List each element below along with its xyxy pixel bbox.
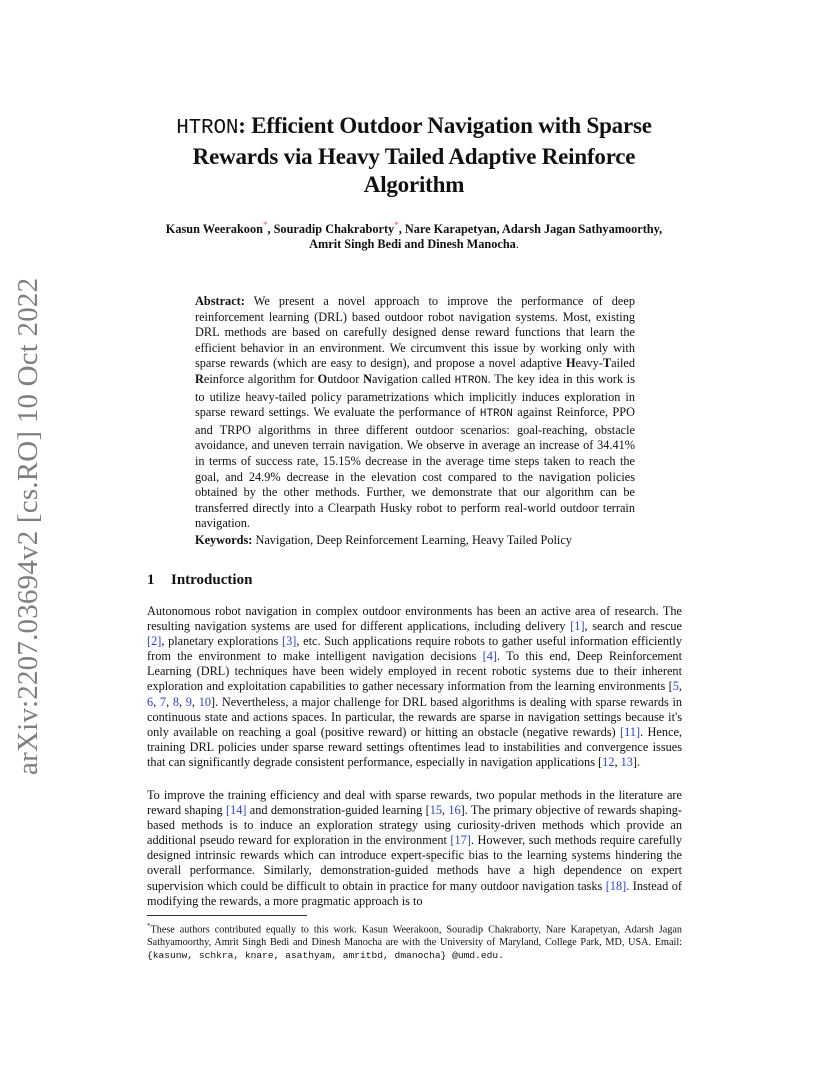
author-names: Amrit Singh Bedi and Dinesh Manocha (309, 237, 516, 252)
equal-contribution-mark[interactable]: * (394, 220, 399, 230)
abstract-text: einforce algorithm for (203, 371, 318, 386)
citation-link[interactable]: [14] (225, 803, 247, 818)
title-acronym: HTRON (176, 117, 239, 140)
footnote (147, 920, 682, 963)
paragraph-text: ]. (632, 754, 641, 769)
author-emails: {kasunw, schkra, knare, asathyam, amritbd, dmanocha} @umd.edu. (147, 949, 504, 961)
paragraph-text: To improve the training efficiency and deal with sparse rewards, two popular methods in the literature are reward shaping (147, 788, 682, 818)
citation-link[interactable]: [2] (147, 634, 162, 649)
abstract-label: Abstract: (195, 294, 245, 308)
title-line-2: Rewards via Heavy Tailed Adaptive Reinforce (192, 144, 636, 169)
author-list-end: . (515, 237, 519, 252)
citation-link[interactable]: 10 (198, 694, 211, 709)
acronym-letter: R (195, 371, 204, 386)
keywords-text: Navigation, Deep Reinforcement Learning, Heavy Tailed Policy (252, 533, 572, 547)
citation-separator: , (191, 694, 199, 709)
section-heading (147, 571, 252, 589)
abstract-text: ailed (611, 356, 635, 371)
paragraph-text: Autonomous robot navigation in complex outdoor environments has been an active area of research. The resulting navigation systems are used for different applications, including delivery (147, 604, 682, 634)
citation-link[interactable]: 7 (159, 694, 167, 709)
citation-link[interactable]: 9 (185, 694, 192, 709)
paragraph-text: , etc. Such applications require robots to gather useful information efficiently from the environment to make intelligent navigation decisions (147, 634, 682, 664)
citation-link[interactable]: [18] (605, 878, 627, 893)
author-list (140, 218, 688, 252)
citation-link[interactable]: [11] (620, 724, 641, 739)
citation-link[interactable]: 13 (620, 754, 633, 769)
title-line-1: : Efficient Outdoor Navigation with Sparse (238, 113, 652, 138)
citation-link[interactable]: [17] (450, 833, 471, 848)
abstract-acronym: HTRON (454, 374, 488, 387)
author-names: , Nare Karapetyan, Adarsh Jagan Sathyamoorthy, (398, 222, 663, 237)
abstract-text: eavy- (575, 356, 603, 371)
title-line-3: Algorithm (363, 172, 465, 197)
section-number: 1 (147, 572, 155, 588)
paragraph-text: . Hence, training DRL policies under sparse reward settings oftentimes lead to instabilities and convergence issues that can significantly degrade consistent performance, especially in navigation applications [ (147, 724, 682, 769)
citation-separator: , (179, 694, 186, 709)
footnote-mark: * (147, 922, 151, 930)
citation-link[interactable]: 6 (147, 694, 154, 709)
citation-separator: , (614, 754, 621, 769)
keywords (195, 533, 635, 548)
acronym-letter: O (317, 371, 328, 386)
paper-title (150, 112, 678, 199)
citation-link[interactable]: [1] (570, 619, 585, 634)
abstract-text: . The key idea in this work is to utilize heavy-tailed policy parametrizations which implicitly induces exploration in sparse reward settings. We evaluate the performance of (195, 371, 636, 420)
acronym-letter: T (602, 356, 612, 371)
citation-link[interactable]: 5 (672, 679, 679, 694)
abstract-text: avigation called (371, 371, 455, 386)
paragraph-text: , planetary explorations (161, 634, 283, 649)
acronym-letter: H (566, 356, 576, 371)
section-title: Introduction (171, 572, 253, 588)
footnote-divider (147, 915, 307, 916)
author-separator: , (267, 222, 274, 237)
author-name: Kasun Weerakoon (165, 222, 263, 237)
citation-link[interactable]: [4] (482, 649, 497, 664)
citation-link[interactable]: 16 (448, 803, 461, 818)
equal-contribution-mark[interactable]: * (262, 220, 268, 230)
abstract-text: utdoor (327, 371, 364, 386)
body-paragraph (147, 788, 682, 909)
citation-link[interactable]: 12 (602, 754, 615, 769)
footnote-text: These authors contributed equally to this work. Kasun Weerakoon, Souradip Chakraborty, Nare Karapetyan, Adarsh Jagan Sathyamoorthy, Amrit Singh Bedi and Dinesh Manocha are with the University of Maryland, College Park, MD, USA. Email: (147, 924, 682, 949)
body-paragraph (147, 604, 682, 770)
abstract-text: We present a novel approach to improve the performance of deep reinforcement learning (DRL) based outdoor robot navigation systems. Most, existing DRL methods are based on carefully designed dense reward functions that learn the efficient behavior in an environment. We circumvent this issue by working only with sparse rewards (which are easy to design), and propose a novel adaptive (195, 294, 635, 371)
keywords-label: Keywords: (195, 533, 253, 547)
abstract-text: against Reinforce, PPO and TRPO algorithms in three different outdoor scenarios: goal-reaching, obstacle avoidance, and uneven terrain navigation. We observe in average an increase of 34.41% in terms of success rate, 15.15% decrease in the average time steps taken to reach the goal, and 24.9% decrease in the elevation cost compared to the navigation policies obtained by the other methods. Further, we demonstrate that our algorithm can be transferred directly into a Clearpath Husky robot to perform real-world outdoor terrain navigation. (195, 405, 635, 531)
citation-link[interactable]: 15 (429, 803, 442, 818)
citation-separator: , (678, 679, 682, 694)
paragraph-text: . However, such methods require carefully designed intrinsic rewards which can introduce expert-specific bias to the learning systems hindering the overall performance. Similarly, demonstration-guided methods have a high dependence on expert supervision which could be difficult to obtain in practice for many outdoor navigation tasks (147, 833, 682, 893)
abstract (195, 294, 635, 532)
abstract-acronym: HTRON (479, 408, 513, 421)
paragraph-text: ]. Nevertheless, a major challenge for DRL based algorithms is dealing with sparse rewards in continuous state and actions spaces. In particular, the rewards are sparse in navigation settings because it's only available on reaching a goal (positive reward) or hitting an obstacle (negative rewards) (147, 694, 683, 739)
citation-separator: , (442, 803, 449, 818)
paragraph-text: . To this end, Deep Reinforcement Learning (DRL) techniques have been widely employed in recent robotic systems due to their inherent exploration and exploitation capabilities to gather necessary information from the learning environments [ (147, 649, 682, 694)
citation-separator: , (166, 694, 173, 709)
paragraph-text: ]. The primary objective of rewards shaping-based methods is to induce an exploration strategy using curiosity-driven methods which provide an additional pseudo reward for exploration in the environment (147, 803, 682, 848)
acronym-letter: N (363, 371, 372, 386)
citation-link[interactable]: 8 (172, 694, 179, 709)
paragraph-text: , search and rescue (584, 619, 683, 634)
author-name: Souradip Chakraborty (273, 222, 395, 237)
paragraph-text: . Instead of modifying the rewards, a more pragmatic approach is to (147, 878, 682, 908)
citation-link[interactable]: [3] (282, 634, 297, 649)
paragraph-text: and demonstration-guided learning [ (246, 803, 430, 818)
citation-separator: , (153, 694, 160, 709)
arxiv-identifier[interactable]: arXiv:2207.03694v2 [cs.RO] 10 Oct 2022 (12, 277, 44, 775)
